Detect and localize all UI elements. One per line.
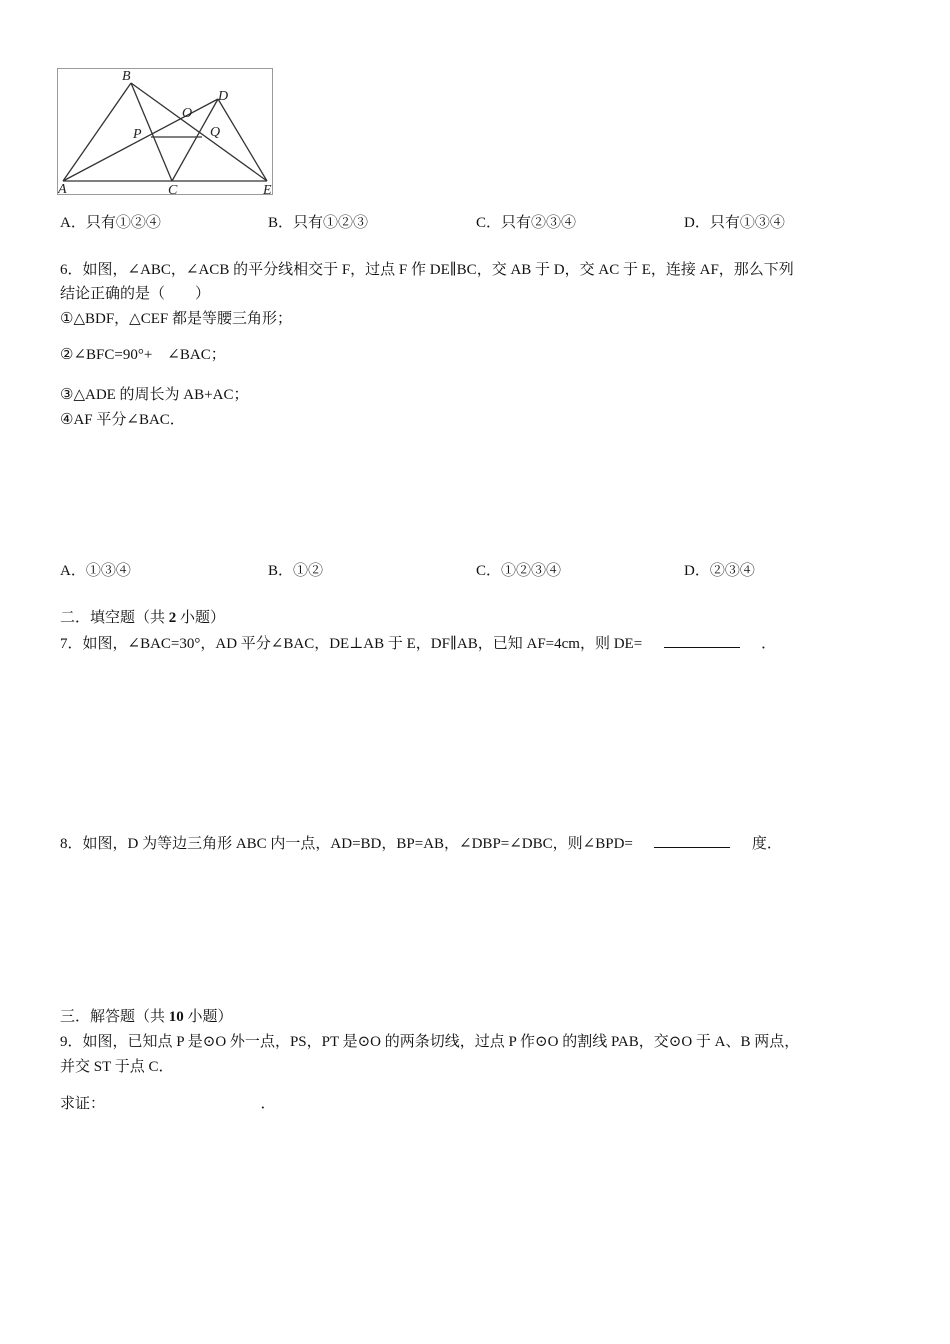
q8-text: 8．如图，D 为等边三角形 ABC 内一点，AD=BD，BP=AB，∠DBP=∠DBC，则∠BPD= — [60, 836, 633, 852]
q9-prove-label: 求证： — [60, 1096, 106, 1112]
q6-statement-2: ②∠BFC=90°+ ∠BAC； — [60, 347, 226, 363]
q7-text: 7．如图，∠BAC=30°，AD 平分∠BAC，DE⊥AB 于 E，DF∥AB，已知 AF=4cm，则 DE= — [60, 636, 643, 652]
q6-statement-4: ④AF 平分∠BAC． — [60, 412, 185, 428]
label-a: A — [58, 182, 67, 196]
section-2-count: 2 — [168, 610, 177, 626]
geometry-diagram — [58, 69, 274, 196]
q8-answer-blank[interactable] — [654, 833, 730, 848]
section-2-prefix: 二．填空题（共 — [60, 610, 169, 626]
q5-option-a: A．只有①②④ — [60, 215, 161, 231]
q9-prove-end: ． — [260, 1096, 276, 1112]
segment-de — [218, 99, 267, 181]
label-e: E — [263, 183, 272, 196]
label-c: C — [168, 183, 178, 196]
section-3-suffix: 小题） — [183, 1009, 233, 1025]
q7-answer-blank[interactable] — [664, 633, 740, 648]
q5-option-b: B．只有①②③ — [268, 215, 369, 231]
q5-option-d: D．只有①③④ — [684, 215, 785, 231]
label-p: P — [133, 127, 142, 142]
q8-stem — [60, 833, 782, 854]
section-2-suffix: 小题） — [176, 610, 226, 626]
q6-statement-1: ①△BDF，△CEF 都是等腰三角形； — [60, 311, 292, 327]
q6-option-c: C．①②③④ — [476, 563, 562, 579]
geometry-figure-q5 — [57, 68, 273, 195]
q6-option-d: D．②③④ — [684, 563, 755, 579]
section-3-heading — [60, 1007, 233, 1027]
q6-stem-line2: 结论正确的是（ ） — [60, 286, 211, 302]
q7-end: ． — [761, 636, 777, 652]
q6-option-a: A．①③④ — [60, 563, 131, 579]
q9-stem-line2: 并交 ST 于点 C． — [60, 1059, 174, 1075]
label-q: Q — [210, 125, 221, 140]
q6-stem-line1: 6．如图，∠ABC，∠ACB 的平分线相交于 F，过点 F 作 DE∥BC，交 AB 于 D，交 AC 于 E，连接 AF，那么下列 — [60, 262, 794, 278]
segment-ab — [63, 83, 131, 181]
q5-option-c: C．只有②③④ — [476, 215, 577, 231]
q6-option-b: B．①② — [268, 563, 324, 579]
section-3-count: 10 — [168, 1009, 184, 1025]
q6-statement-3: ③△ADE 的周长为 AB+AC； — [60, 387, 249, 403]
q7-stem — [60, 633, 776, 654]
q9-prove — [60, 1094, 276, 1114]
label-d: D — [218, 89, 229, 104]
q8-end: 度． — [751, 836, 782, 852]
section-2-heading — [60, 608, 225, 628]
label-o: O — [182, 106, 193, 121]
section-3-prefix: 三．解答题（共 — [60, 1009, 169, 1025]
label-b: B — [122, 69, 131, 84]
q9-stem-line1: 9．如图，已知点 P 是⊙O 外一点，PS，PT 是⊙O 的两条切线，过点 P 作⊙O 的割线 PAB，交⊙O 于 A、B 两点， — [60, 1034, 800, 1050]
